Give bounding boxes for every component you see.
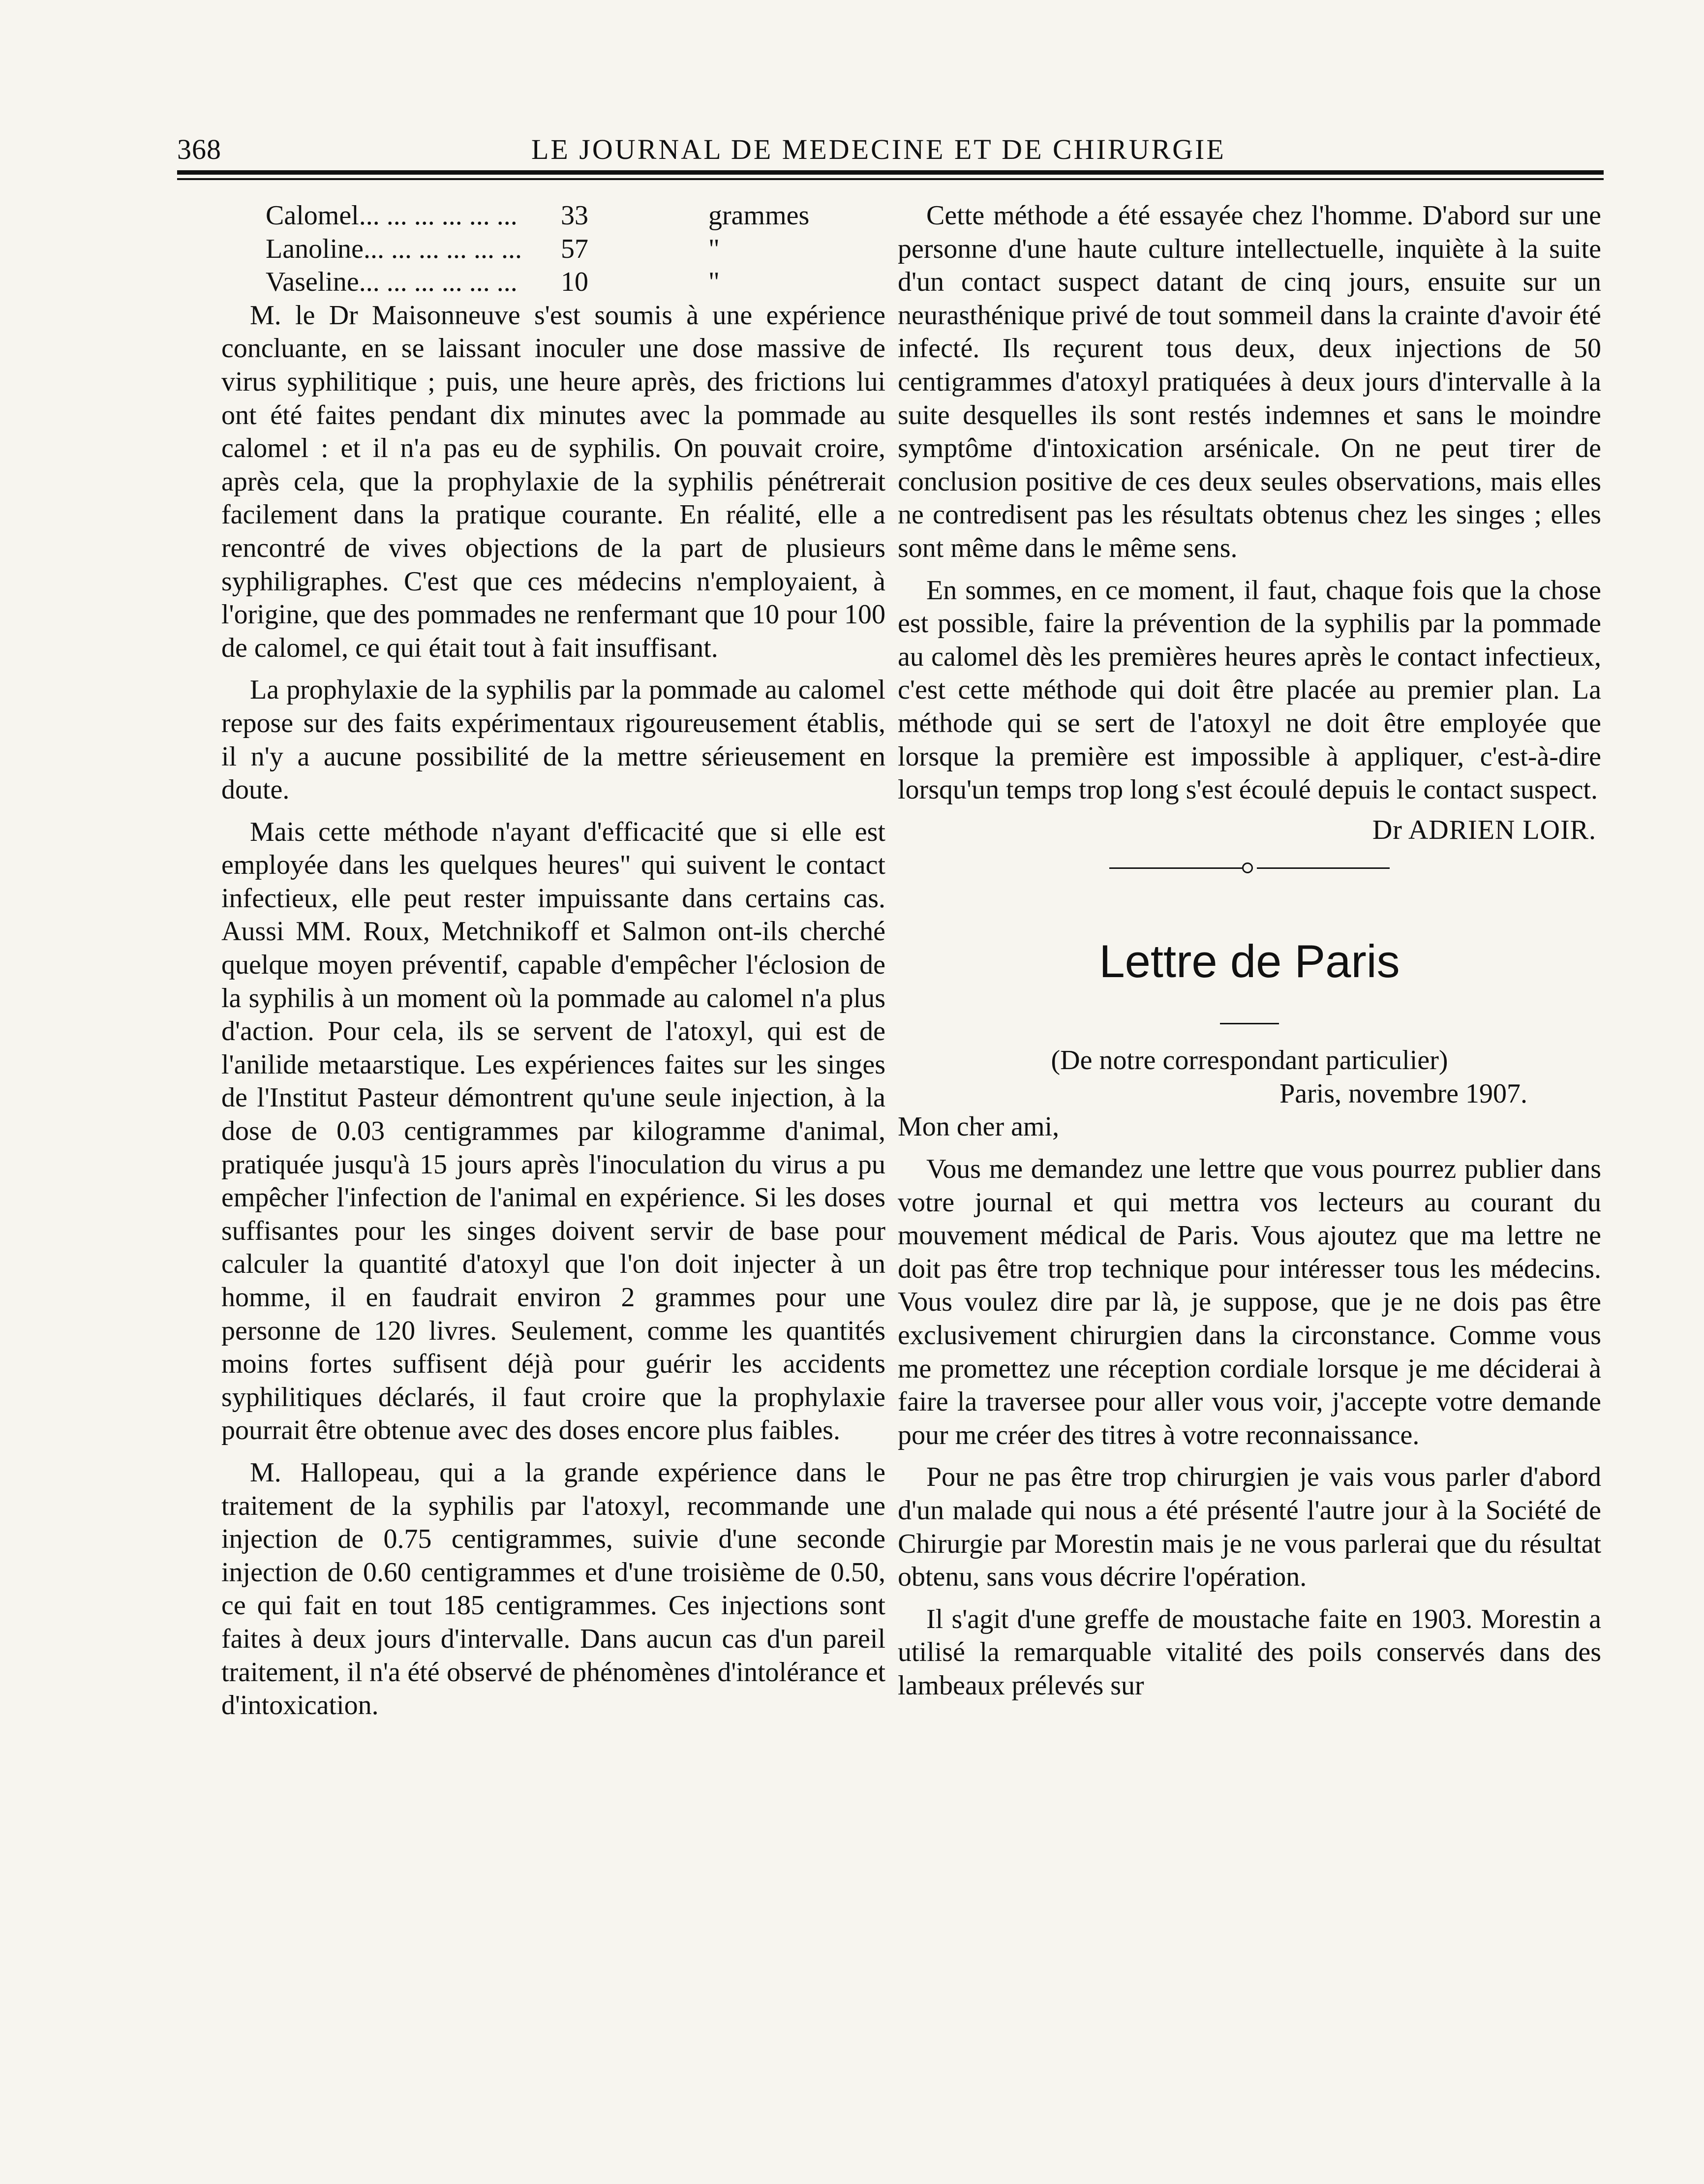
recipe-ingredient: Calomel... ... ... ... ... ... <box>266 200 517 231</box>
body-paragraph: En sommes, en ce moment, il faut, chaque fois que la chose est possible, faire la prévention de la syphilis par la pommade au calomel dès les premières heures après le contact infectieux, c'est cette méthode qui doit être placée au premier plan. La méthode qui se sert de l'atoxyl ne doit être employée que lorsque la première est impossible à appliquer, c'est-à-dire lorsqu'un temps trop long s'est écoulé depuis le contact suspect. <box>898 575 1601 805</box>
body-paragraph: Mais cette méthode n'ayant d'efficacité que si elle est employée dans les quelques heures" qui suivent le contact infectieux, elle peut rester impuissante dans certains cas. Aussi MM. Roux, Metchnikoff et Salmon ont-ils cherché quelque moyen préventif, capable d'empêcher l'éclosion de la syphilis à un moment où la pommade au calomel n'a plus d'action. Pour cela, ils se servent de l'atoxyl, qui est de l'anilide metaarstique. Les expériences faites sur les singes de l'Institut Pasteur démontrent qu'une seule injection, à la dose de 0.03 centigrammes par kilogramme d'animal, pratiquée jusqu'à 15 jours après l'inoculation du virus a pu empêcher l'infection de l'animal en expérience. Si les doses suffisantes pour les singes doivent servir de base pour calculer la quantité d'atoxyl que l'on doit injecter à un homme, il en faudrait environ 2 grammes pour une personne de 120 livres. Seulement, comme les quantités moins fortes suffisent déjà pour guérir les accidents syphilitiques déclarés, il faut croire que la prophylaxie pourrait être obtenue avec des doses encore plus faibles. <box>221 816 885 1446</box>
recipe-unit: grammes <box>708 200 810 231</box>
recipe-row <box>266 233 885 266</box>
body-paragraph: Vous me demandez une lettre que vous pourrez publier dans votre journal et qui mettra vos lecteurs au courant du mouvement médical de Paris. Vous ajoutez que ma lettre ne doit pas être trop technique pour intéresser tous les médecins. Vous voulez dire par là, je suppose, que je ne dois pas être exclusivement chirurgien dans la circonstance. Comme vous me promettez une réception cordiale lorsque je me déciderai à faire la traversee pour aller vous voir, j'accepte votre demande pour me créer des titres à votre reconnaissance. <box>898 1154 1601 1450</box>
header-rule-thick <box>177 170 1604 175</box>
letter-salutation: Mon cher ami, <box>898 1111 1060 1142</box>
recipe-unit: " <box>708 267 720 298</box>
recipe-row <box>266 266 885 299</box>
recipe-quantity: 10 <box>561 267 588 298</box>
page-number: 368 <box>177 133 221 165</box>
title-rule <box>1220 1023 1279 1024</box>
recipe-ingredient: Lanoline... ... ... ... ... ... <box>266 233 522 264</box>
recipe-quantity: 33 <box>561 200 588 231</box>
journal-title: LE JOURNAL DE MEDECINE ET DE CHIRURGIE <box>531 133 1226 165</box>
body-paragraph: Cette méthode a été essayée chez l'homme. D'abord sur une personne d'une haute culture intellectuelle, inquiète à la suite d'un contact suspect datant de cinq jours, ensuite sur un neurasthénique privé de tout sommeil dans la crainte d'avoir été infecté. Ils reçurent tous deux, deux injections de 50 centigrammes d'atoxyl pratiquées à deux jours d'intervalle à la suite desquelles ils sont restés indemnes et sans le moindre symptôme d'intoxication arsénicale. On ne peut tirer de conclusion positive de ces deux seules observations, mais elles ne contredisent pas les résultats obtenus chez les singes ; elles sont même dans le même sens. <box>898 200 1601 563</box>
body-paragraph: M. le Dr Maisonneuve s'est soumis à une expérience concluante, en se laissant inoculer une dose massive de virus syphilitique ; puis, une heure après, des frictions lui ont été faites pendant dix minutes avec la pommade au calomel : et il n'a pas eu de syphilis. On pouvait croire, après cela, que la prophylaxie de la syphilis pénétrerait facilement dans la pratique courante. En réalité, elle a rencontré de vives objections de la part de plusieurs syphiligraphes. C'est que ces médecins n'employaient, à l'origine, que des pommades ne renfermant que 10 pour 100 de calomel, ce qui était tout à fait insuffisant. <box>221 300 885 663</box>
recipe-quantity: 57 <box>561 233 588 264</box>
letter-title: Lettre de Paris <box>1099 935 1400 987</box>
recipe-row <box>266 199 885 233</box>
header-rule-thin <box>177 178 1604 180</box>
author-signature: Dr ADRIEN LOIR. <box>1372 814 1596 845</box>
letter-byline: (De notre correspondant particulier) <box>1051 1045 1448 1076</box>
body-paragraph: M. Hallopeau, qui a la grande expérience dans le traitement de la syphilis par l'atoxyl, recommande une injection de 0.75 centigrammes, suivie d'une seconde injection de 0.60 centigrammes et d'une troisième de 0.50, ce qui fait en tout 185 centigrammes. Ces injections sont faites à deux jours d'intervalle. Dans aucun cas d'un pareil traitement, il n'a été observé de phénomènes d'intolérance et d'intoxication. <box>221 1457 885 1721</box>
letter-dateline: Paris, novembre 1907. <box>1279 1078 1527 1109</box>
section-separator <box>898 851 1601 885</box>
right-column <box>898 199 1601 1703</box>
body-paragraph: La prophylaxie de la syphilis par la pommade au calomel repose sur des faits expérimentaux rigoureusement établis, il n'y a aucune possibilité de la mettre sérieusement en doute. <box>221 675 885 805</box>
left-column <box>221 199 885 1723</box>
body-paragraph: Il s'agit d'une greffe de moustache faite en 1903. Morestin a utilisé la remarquable vitalité des poils conservés dans des lambeaux prélevés sur <box>898 1603 1601 1701</box>
recipe-table <box>266 199 885 299</box>
body-paragraph: Pour ne pas être trop chirurgien je vais vous parler d'abord d'un malade qui nous a été présenté l'autre jour à la Société de Chirurgie par Morestin mais je ne vous parlerai que du résultat obtenu, sans vous décrire l'opération. <box>898 1462 1601 1593</box>
recipe-ingredient: Vaseline... ... ... ... ... ... <box>266 267 517 298</box>
recipe-unit: " <box>708 233 720 264</box>
